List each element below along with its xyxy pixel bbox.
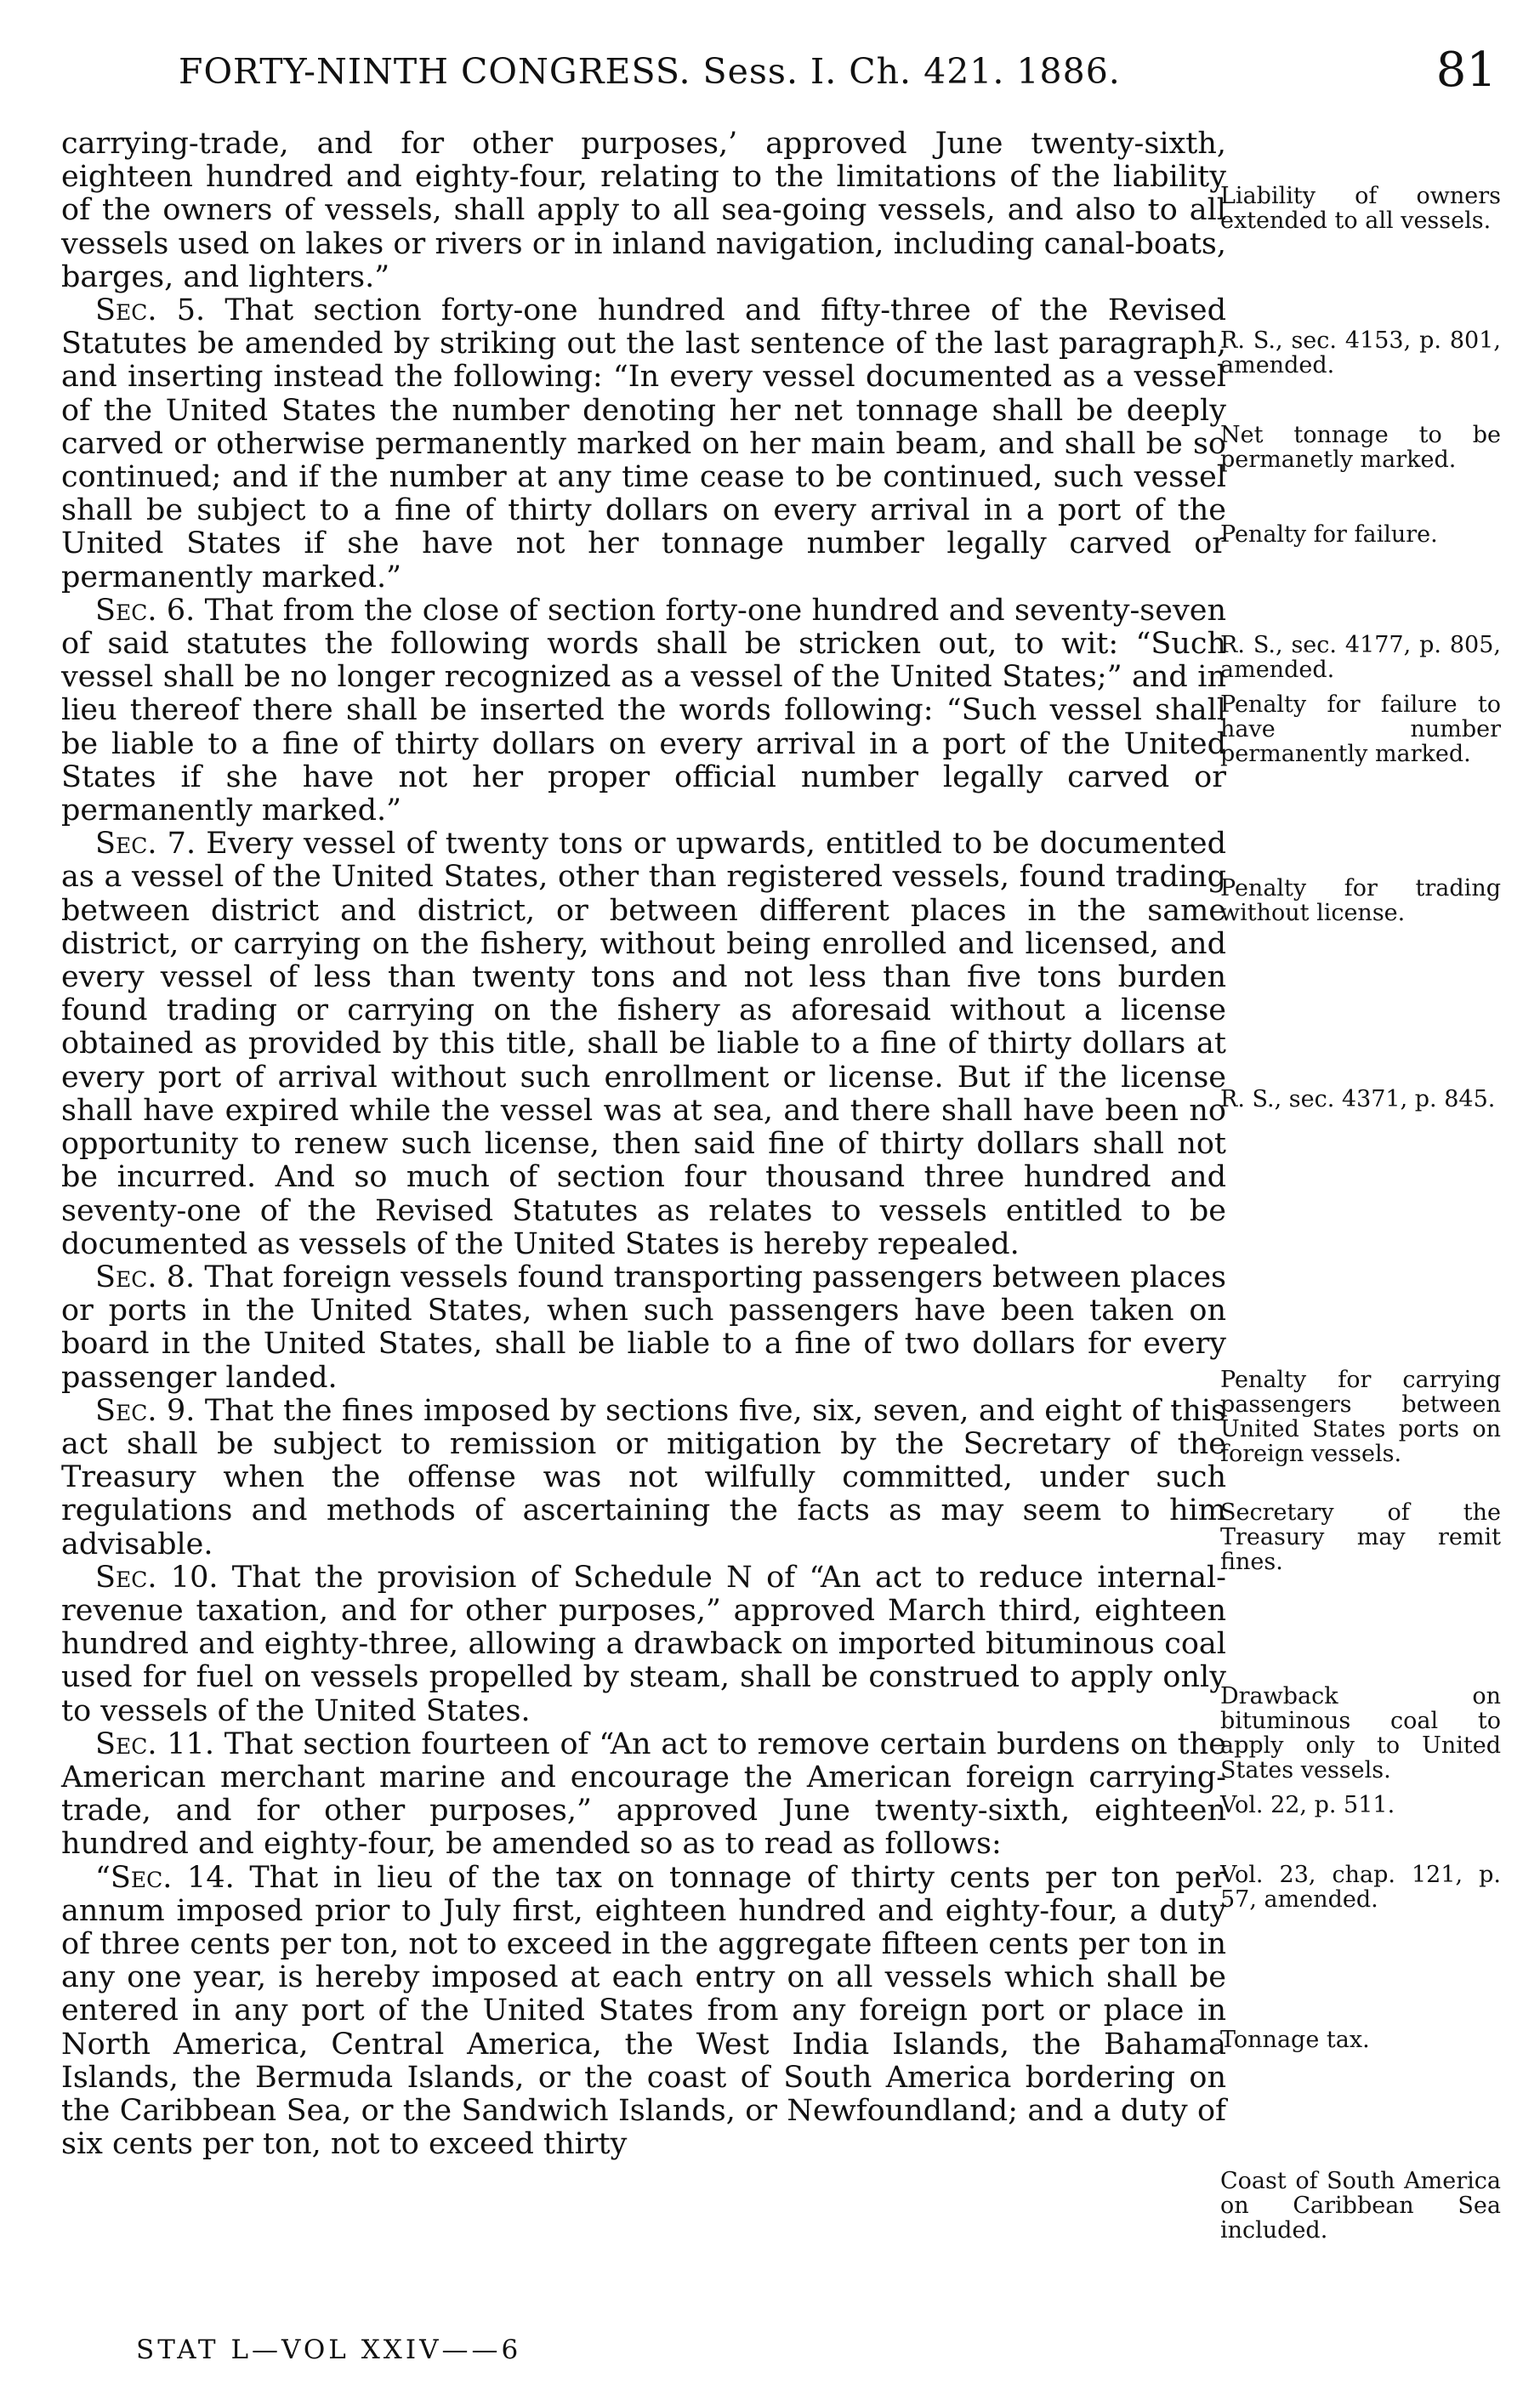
margin-note: Tonnage tax. <box>1220 2027 1370 2053</box>
margin-note: Net tonnage to be permanetly marked. <box>1220 422 1501 473</box>
paragraph-sec-8 <box>61 1261 1226 1395</box>
paragraph-text: Every vessel of twenty tons or upwards, entitled to be documented as a vessel of the United States, other than registered vessels, found trading between district and district, or between different places in the same district, or carrying on the fishery, without being enrolled and licensed, and every vessel of less than twenty tons and not less than five tons burden found trading or carrying on the fishery as aforesaid without a license obtained as provided by this title, shall be liable to a fine of thirty dollars at every port of arrival without such enrollment or license. But if the license shall have expired while the vessel was at sea, and there shall have been no opportunity to renew such license, then said fine of thirty dollars shall not be incurred. And so much of section four thousand three hundred and seventy-one of the Revised Statutes as relates to vessels entitled to be documented as vessels of the United States is hereby repealed. <box>61 827 1227 1261</box>
running-title: FORTY-NINTH CONGRESS. Sess. I. Ch. 421. 1886. <box>179 51 1121 92</box>
page-number: 81 <box>1435 43 1497 98</box>
signature-line: STAT L—VOL XXIV——6 <box>136 2335 522 2365</box>
margin-note: Penalty for failure to have number permanently marked. <box>1220 691 1501 767</box>
paragraph-text: That the provision of Schedule N of “An act to reduce internal-revenue taxation, and for other purposes,” approved March third, eighteen hundred and eighty-three, allowing a drawback on imported bituminous coal used for fuel on vessels propelled by steam, shall be construed to apply only to vessels of the United States. <box>61 1560 1226 1728</box>
paragraph-text: That the fines imposed by sections five, six, seven, and eight of this act shall be subject to remission or mitigation by the Secretary of the Treasury when the offense was not wilfully committed, under such regulations and methods of ascertaining the facts as may seem to him advisable. <box>61 1393 1226 1561</box>
section-label: Sec. 7. <box>95 827 196 862</box>
paragraph-text: That foreign vessels found transporting passengers between places or ports in the United States, when such passengers have been taken on board in the United States, shall be liable to a fine of two dollars for every passenger landed. <box>61 1260 1226 1395</box>
section-label: Sec. 11. <box>95 1726 214 1761</box>
paragraph-text: That section forty-one hundred and fifty-three of the Revised Statutes be amended by striking out the last sentence of the last paragraph, and inserting instead the following: “In every vessel documented as a vessel of the United States the number denoting her net tonnage shall be deeply carved or otherwise permanently marked on her main beam, and shall be so continued; and if the number at any time cease to be continued, such vessel shall be subject to a fine of thirty dollars on every arrival in a port of the United States if she have not her tonnage number legally carved or permanently marked.” <box>61 293 1227 594</box>
paragraph-sec-5 <box>61 294 1226 594</box>
paragraph-text: That section fourteen of “An act to remove certain burdens on the American merchant marine and encourage the American foreign carrying-trade, and for other purposes,” approved June twenty-sixth, eighteen hundred and eighty-four, be amended so as to read as follows: <box>61 1726 1226 1862</box>
margin-note: Secretary of the Treasury may remit fines. <box>1220 1499 1501 1575</box>
paragraph-sec-6 <box>61 594 1226 828</box>
paragraph-sec-10 <box>61 1561 1226 1728</box>
margin-note: Drawback on bituminous coal to apply only to United States vessels. <box>1220 1683 1501 1783</box>
section-label: Sec. 10. <box>95 1560 219 1595</box>
paragraph-text: That from the close of section forty-one hundred and seventy-seven of said statutes the following words shall be stricken out, to wit: “Such vessel shall be no longer recognized as a vessel of the United States;” and in lieu thereof there shall be inserted the words following: “Such vessel shall be liable to a fine of thirty dollars on every arrival in a port of the United States if she have not her proper official number legally carved or permanently marked.” <box>61 593 1227 828</box>
running-head <box>119 41 1497 109</box>
section-label: Sec. 6. <box>95 593 196 628</box>
body-text <box>61 128 1226 2161</box>
margin-note: R. S., sec. 4371, p. 845. <box>1220 1086 1496 1112</box>
margin-note: R. S., sec. 4153, p. 801, amended. <box>1220 327 1501 378</box>
margin-note: Liability of owners extended to all vessels. <box>1220 183 1501 234</box>
margin-note: Penalty for trading without license. <box>1220 875 1501 926</box>
margin-note: Vol. 22, p. 511. <box>1220 1792 1395 1818</box>
section-label: Sec. 9. <box>95 1393 196 1428</box>
paragraph-text: That in lieu of the tax on tonnage of thirty cents per ton per annum imposed prior to July first, eighteen hundred and eighty-four, a duty of three cents per ton, not to exceed in the aggregate fifteen cents per ton in any one year, is hereby imposed at each entry on all vessels which shall be entered in any port of the United States from any foreign port or place in North America, Central America, the West India Islands, the Bahama Islands, the Bermuda Islands, or the coast of South America bordering on the Caribbean Sea, or the Sandwich Islands, or Newfoundland; and a duty of six cents per ton, not to exceed thirty <box>61 1860 1226 2162</box>
paragraph-continuation <box>61 128 1226 294</box>
paragraph-quoted-sec-14 <box>61 1862 1226 2162</box>
paragraph-sec-11 <box>61 1728 1226 1862</box>
margin-note: Penalty for carrying passengers between United States ports on foreign vessels. <box>1220 1367 1501 1467</box>
paragraph-sec-7 <box>61 828 1226 1261</box>
margin-note: Coast of South America on Caribbean Sea included. <box>1220 2168 1501 2244</box>
paragraph-sec-9 <box>61 1395 1226 1561</box>
margin-note: Penalty for failure. <box>1220 521 1438 548</box>
section-label: Sec. 5. <box>95 293 206 328</box>
margin-note: R. S., sec. 4177, p. 805, amended. <box>1220 632 1501 683</box>
margin-note: Vol. 23, chap. 121, p. 57, amended. <box>1220 1862 1501 1913</box>
section-label: “Sec. 14. <box>95 1860 235 1895</box>
paragraph-text: carrying-trade, and for other purposes,’ approved June twenty-sixth, eighteen hundred and eighty-four, relating to the limitations of the liability of the owners of vessels, shall apply to all sea-going vessels, and also to all vessels used on lakes or rivers or in inland navigation, including canal-boats, barges, and lighters.” <box>61 127 1226 294</box>
section-label: Sec. 8. <box>95 1260 196 1294</box>
